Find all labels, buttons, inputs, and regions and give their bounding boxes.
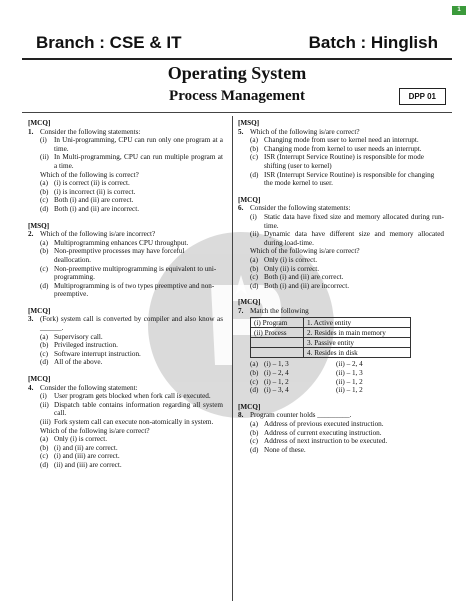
option-label: (c) bbox=[250, 437, 258, 446]
question-number: 4. bbox=[28, 383, 34, 392]
answer-option bbox=[322, 369, 394, 378]
option-text: Multiprogramming enhances CPU throughput. bbox=[54, 238, 189, 247]
answer-option bbox=[238, 420, 444, 429]
statement-label: (iii) bbox=[40, 418, 51, 426]
answer-option bbox=[238, 265, 444, 274]
match-cell: 1. Active entity bbox=[304, 318, 411, 328]
answer-option bbox=[238, 282, 444, 291]
statement-item bbox=[28, 401, 223, 418]
statement-label: (i) bbox=[250, 212, 257, 221]
answer-option bbox=[238, 429, 444, 438]
question-line bbox=[28, 230, 223, 239]
question-block bbox=[238, 196, 444, 291]
option-text: Both (i) and (ii) are correct. bbox=[54, 196, 134, 205]
answer-option bbox=[238, 437, 444, 446]
match-cell bbox=[251, 348, 304, 358]
option-text: (ii) – 2, 4 bbox=[336, 360, 363, 369]
match-row bbox=[251, 348, 411, 358]
answer-option bbox=[28, 188, 223, 197]
option-text: (ii) and (iii) are correct. bbox=[54, 460, 122, 469]
answer-option bbox=[28, 350, 223, 359]
statement-text: Dispatch table contains information regarding all system call. bbox=[54, 400, 223, 418]
option-label bbox=[322, 369, 336, 378]
statement-text: In Uni-programming, CPU can run only one program at a time. bbox=[54, 136, 223, 153]
question-type-tag: [MCQ] bbox=[238, 195, 261, 204]
dpp-badge: DPP 01 bbox=[399, 88, 446, 105]
option-text: (i) – 3, 4 bbox=[264, 386, 289, 395]
question-line bbox=[28, 128, 223, 137]
option-text: (i) – 2, 4 bbox=[264, 369, 289, 378]
option-text: Both (i) and (ii) are correct. bbox=[264, 273, 344, 282]
statement-text: User program gets blocked when fork call is executed. bbox=[54, 392, 211, 401]
answer-option bbox=[238, 145, 444, 154]
answer-option bbox=[238, 171, 444, 188]
question-line bbox=[238, 411, 444, 420]
question-text: Consider the following statements: bbox=[40, 127, 141, 136]
question-number: 7. bbox=[238, 306, 244, 315]
option-text: Changing mode from kernel to user needs an interrupt. bbox=[264, 144, 422, 153]
match-cell bbox=[251, 338, 304, 348]
statement-text: Dynamic data have different size and memory allocated during load-time. bbox=[264, 230, 444, 247]
question-text: Consider the following statement: bbox=[40, 383, 138, 392]
question-number: 5. bbox=[238, 127, 244, 136]
option-text: Non-preemptive processes may have forceful deallocation. bbox=[54, 247, 185, 264]
option-text: Both (i) and (ii) are incorrect. bbox=[54, 204, 140, 213]
option-label: (d) bbox=[40, 204, 49, 213]
option-text: (i) and (iii) are correct. bbox=[54, 452, 120, 461]
answer-option bbox=[250, 386, 322, 395]
question-block bbox=[28, 119, 223, 214]
question-type-tag: [MCQ] bbox=[238, 298, 261, 307]
question-block bbox=[28, 375, 223, 470]
question-block bbox=[28, 222, 223, 299]
option-label: (d) bbox=[40, 281, 49, 290]
statement-label: (ii) bbox=[40, 400, 49, 409]
answer-option bbox=[28, 179, 223, 188]
answer-option bbox=[28, 282, 223, 299]
question-line bbox=[238, 307, 444, 316]
option-label: (b) bbox=[40, 341, 49, 350]
match-row bbox=[251, 338, 411, 348]
answer-option bbox=[250, 360, 322, 369]
question-block bbox=[238, 403, 444, 455]
option-label: (d) bbox=[40, 358, 49, 367]
option-text: (i) is correct (ii) is correct. bbox=[54, 179, 130, 188]
option-text: (i) and (ii) are correct. bbox=[54, 443, 118, 452]
option-label: (b) bbox=[40, 247, 49, 256]
question-number: 8. bbox=[238, 411, 244, 420]
option-label: (c) bbox=[40, 349, 48, 358]
option-text: Privileged instruction. bbox=[54, 341, 118, 350]
option-text: (ii) – 1, 3 bbox=[336, 369, 363, 378]
question-number: 6. bbox=[238, 204, 244, 213]
option-label bbox=[322, 386, 336, 395]
statement-item bbox=[28, 153, 223, 170]
option-label: (d) bbox=[40, 460, 49, 469]
question-type-tag: [MCQ] bbox=[28, 375, 51, 384]
statement-label: (ii) bbox=[250, 230, 259, 239]
option-label: (a) bbox=[40, 332, 48, 341]
answer-option bbox=[250, 378, 322, 387]
question-line bbox=[238, 204, 444, 213]
option-label: (c) bbox=[40, 196, 48, 205]
match-cell: 4. Resides in disk bbox=[304, 348, 411, 358]
option-label: (b) bbox=[250, 428, 259, 437]
option-text: Address of current executing instruction. bbox=[264, 428, 382, 437]
option-label: (d) bbox=[250, 445, 259, 454]
question-type-tag: [MCQ] bbox=[28, 119, 51, 127]
question-text: Which of the following is/are correct? bbox=[250, 127, 360, 136]
option-text: Both (i) and (ii) are incorrect. bbox=[264, 281, 350, 290]
question-prompt: Which of the following is/are correct? bbox=[40, 426, 150, 435]
question-type-tag: [MSQ] bbox=[238, 119, 260, 127]
question-text: Match the following bbox=[250, 306, 309, 315]
option-text: ISR (Interrupt Service Routine) is responsible for changing the mode kernel to user. bbox=[264, 170, 435, 188]
option-label: (c) bbox=[40, 452, 48, 461]
option-text: (i) is incorrect (ii) is correct. bbox=[54, 187, 136, 196]
statement-item bbox=[238, 213, 444, 230]
answer-option bbox=[238, 273, 444, 282]
option-text: (i) – 1, 3 bbox=[264, 360, 289, 369]
document-subtitle: Process Management bbox=[169, 88, 305, 104]
answer-option bbox=[238, 136, 444, 145]
answer-option bbox=[28, 452, 223, 461]
answer-option bbox=[28, 444, 223, 453]
option-label bbox=[322, 360, 336, 369]
statement-label: (i) bbox=[40, 136, 47, 145]
option-text: Supervisory call. bbox=[54, 332, 103, 341]
question-line bbox=[28, 315, 223, 332]
answer-option bbox=[238, 446, 444, 455]
match-options bbox=[238, 360, 444, 394]
statement-label: (i) bbox=[40, 392, 47, 401]
option-text: Only (i) is correct. bbox=[54, 435, 108, 444]
option-label: (d) bbox=[250, 281, 259, 290]
question-type-tag: [MCQ] bbox=[28, 306, 51, 315]
column-divider bbox=[232, 116, 233, 601]
option-text: ISR (Interrupt Service Routine) is responsible for mode shifting (user to kernel) bbox=[264, 153, 424, 170]
question-number: 2. bbox=[28, 230, 34, 239]
option-label: (a) bbox=[250, 360, 258, 369]
match-cell: 3. Passive entity bbox=[304, 338, 411, 348]
question-text: (Fork) system call is converted by compiler and also know as ______. bbox=[40, 315, 223, 333]
option-label: (a) bbox=[40, 179, 48, 188]
left-column bbox=[28, 119, 223, 478]
question-prompt: Which of the following is correct? bbox=[40, 170, 139, 179]
option-text: All of the above. bbox=[54, 358, 103, 367]
option-text: (ii) – 1, 2 bbox=[336, 377, 363, 386]
match-row bbox=[251, 318, 411, 328]
branch-label: Branch : CSE & IT bbox=[36, 33, 182, 52]
answer-option bbox=[322, 360, 394, 369]
option-text: Only (i) is correct. bbox=[264, 255, 318, 264]
batch-label: Batch : Hinglish bbox=[308, 33, 438, 52]
option-label: (a) bbox=[250, 255, 258, 264]
question-text: Consider the following statements: bbox=[250, 204, 351, 213]
answer-option bbox=[238, 153, 444, 170]
option-label: (d) bbox=[250, 170, 259, 179]
option-label: (a) bbox=[250, 420, 258, 429]
match-row bbox=[251, 328, 411, 338]
option-text: Address of previous executed instruction. bbox=[264, 420, 384, 429]
answer-option bbox=[28, 265, 223, 282]
question-block bbox=[238, 298, 444, 395]
answer-option bbox=[322, 378, 394, 387]
option-label: (b) bbox=[40, 443, 49, 452]
answer-option bbox=[28, 205, 223, 214]
match-cell: (i) Program bbox=[251, 318, 304, 328]
match-table bbox=[250, 317, 411, 358]
question-line bbox=[28, 384, 223, 393]
answer-option bbox=[250, 369, 322, 378]
title-divider bbox=[22, 112, 452, 113]
option-text: Changing mode from user to kernel need an interrupt. bbox=[264, 136, 419, 145]
option-label: (a) bbox=[40, 435, 48, 444]
option-text: Software interrupt instruction. bbox=[54, 349, 141, 358]
option-label: (a) bbox=[250, 136, 258, 145]
question-block bbox=[28, 307, 223, 367]
question-block bbox=[238, 119, 444, 188]
option-label: (c) bbox=[250, 153, 258, 162]
option-label: (c) bbox=[40, 264, 48, 273]
statement-label: (ii) bbox=[40, 153, 49, 162]
option-label: (b) bbox=[40, 187, 49, 196]
page-header bbox=[36, 30, 438, 56]
page-number-badge: 1 bbox=[452, 6, 466, 15]
right-column bbox=[238, 119, 444, 462]
option-text: None of these. bbox=[264, 445, 306, 454]
statement-item bbox=[28, 418, 223, 427]
match-cell: 2. Resides in main memory bbox=[304, 328, 411, 338]
option-text: Address of next instruction to be executed. bbox=[264, 437, 388, 446]
answer-option bbox=[28, 435, 223, 444]
answer-option bbox=[28, 239, 223, 248]
statement-item bbox=[28, 136, 223, 153]
question-text: Which of the following is/are incorrect? bbox=[40, 230, 156, 239]
answer-option bbox=[28, 196, 223, 205]
answer-option bbox=[238, 256, 444, 265]
option-label: (b) bbox=[250, 144, 259, 153]
option-label: (c) bbox=[250, 377, 258, 386]
option-text: Multiprogramming is of two types preemptive and non-preemptive. bbox=[54, 281, 215, 299]
question-type-tag: [MCQ] bbox=[238, 402, 261, 411]
answer-option bbox=[28, 341, 223, 350]
answer-option bbox=[28, 461, 223, 470]
option-text: Non-preemptive multiprogramming is equivalent to uni-programming. bbox=[54, 264, 217, 282]
option-label: (d) bbox=[250, 386, 259, 395]
question-text: Program counter holds _________. bbox=[250, 411, 352, 420]
document-title: Operating System bbox=[167, 63, 307, 83]
question-number: 3. bbox=[28, 315, 34, 324]
question-number: 1. bbox=[28, 127, 34, 136]
option-text: Only (ii) is correct. bbox=[264, 264, 320, 273]
question-type-tag: [MSQ] bbox=[28, 221, 50, 230]
option-label: (a) bbox=[40, 238, 48, 247]
question-line bbox=[238, 128, 444, 137]
option-label: (b) bbox=[250, 369, 259, 378]
statement-text: Fork system call can execute non-atomically in system. bbox=[54, 418, 214, 426]
option-text: (i) – 1, 2 bbox=[264, 377, 289, 386]
option-text: (ii) – 1, 2 bbox=[336, 386, 363, 395]
match-cell: (ii) Process bbox=[251, 328, 304, 338]
statement-item bbox=[238, 230, 444, 247]
statement-text: In Multi-programming, CPU can run multiple program at a time. bbox=[54, 153, 223, 170]
statement-text: Static data have fixed size and memory allocated during run-time. bbox=[264, 212, 444, 230]
question-prompt: Which of the following is/are correct? bbox=[250, 247, 360, 256]
answer-option bbox=[322, 386, 394, 395]
option-label bbox=[322, 378, 336, 387]
answer-option bbox=[28, 247, 223, 264]
option-label: (c) bbox=[250, 273, 258, 282]
header-divider bbox=[22, 58, 452, 60]
answer-option bbox=[28, 333, 223, 342]
option-label: (b) bbox=[250, 264, 259, 273]
statement-item bbox=[28, 392, 223, 401]
answer-option bbox=[28, 358, 223, 367]
